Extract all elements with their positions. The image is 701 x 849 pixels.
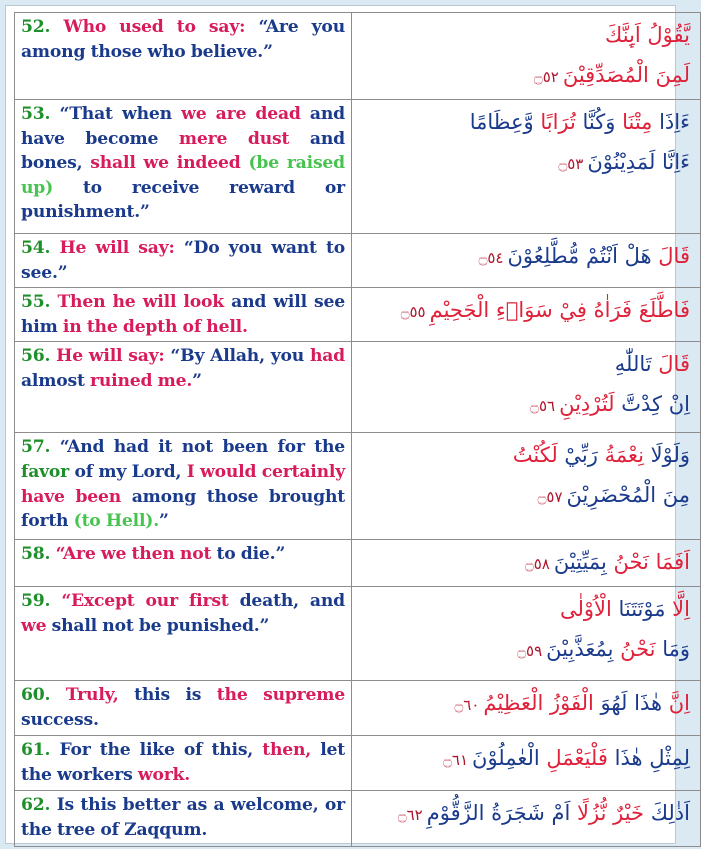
translation-segment: He will say:	[50, 346, 165, 367]
translation-segment: I would certainly have been	[21, 461, 345, 507]
translation-segment: then,	[262, 740, 312, 761]
verse-translation	[15, 540, 352, 587]
arabic-segment: الْاُوْلٰى	[559, 597, 612, 622]
translation-segment: this is	[118, 685, 217, 706]
translation-segment: “Are we	[50, 544, 132, 565]
translation-segment: Who used to say:	[50, 17, 259, 37]
arabic-line	[360, 793, 690, 835]
verse-arabic	[352, 540, 701, 587]
verse-row	[15, 433, 701, 540]
translation-segment: we are dead	[181, 104, 301, 124]
arabic-segment: اِلَّا	[665, 597, 690, 622]
verse-translation	[15, 234, 352, 288]
verse-row	[15, 342, 701, 433]
verse-number: 53.	[21, 104, 51, 124]
verse-arabic	[352, 791, 701, 847]
translation-segment: had	[309, 346, 346, 367]
arabic-segment: تَاللّٰهِ	[614, 352, 659, 377]
arabic-segment: اِنَّ	[668, 691, 690, 716]
translation-segment: “By Allah, you	[164, 346, 310, 367]
verse-end-marker: ۝٥٢	[533, 68, 559, 86]
verse-translation	[15, 100, 352, 234]
verse-translation	[15, 791, 352, 847]
verse-row	[15, 13, 701, 100]
translation-segment: “That when	[50, 104, 182, 124]
arabic-segment: الْفَوْزُ الْعَظِيْمُ	[483, 691, 594, 716]
arabic-segment: نَحْنُ	[620, 637, 656, 662]
arabic-segment: فَاطَّلَعَ فَرَاٰهُ فِيْ سَوَاۗءِ الْجَحِيْمِ	[429, 298, 690, 323]
arabic-line	[360, 142, 690, 184]
translation-segment: and will see him	[21, 292, 345, 337]
translation-segment: favor	[21, 461, 70, 482]
verse-end-marker: ۝٦٠	[454, 696, 480, 715]
arabic-line	[360, 236, 690, 278]
arabic-segment: وَكُنَّا	[575, 110, 623, 134]
translation-segment: work.	[137, 764, 191, 785]
arabic-segment: هَلْ اَنْتُمْ مُّطَّلِعُوْنَ	[507, 244, 659, 268]
arabic-segment: بِمُعَذَّبِيْنَ	[546, 637, 621, 662]
arabic-segment: رَبِّيْ	[557, 443, 605, 468]
verse-arabic	[352, 342, 701, 433]
translation-segment: For the like of this,	[50, 740, 263, 761]
translation-segment: of my Lord,	[69, 461, 187, 482]
verse-number: 60.	[21, 685, 51, 706]
translation-segment: ”	[159, 511, 169, 532]
translation-segment: ”	[192, 370, 202, 391]
translation-segment: Then he will look	[50, 292, 224, 313]
translation-segment: mere dust	[178, 128, 290, 149]
translation-segment: success.	[21, 709, 99, 730]
translation-segment: ruined me.	[90, 370, 193, 391]
verse-row	[15, 587, 701, 681]
arabic-line	[360, 344, 690, 384]
arabic-line	[360, 629, 690, 671]
arabic-segment: مِتْنَا	[622, 110, 653, 134]
verse-end-marker: ۝٥٥	[400, 303, 426, 322]
translation-segment: “Do you want to see.”	[21, 238, 345, 283]
translation-segment: and have become	[21, 104, 345, 149]
arabic-segment: وَّعِظَامًا	[469, 110, 541, 134]
arabic-line	[360, 475, 690, 517]
arabic-line	[360, 589, 690, 629]
verse-arabic	[352, 681, 701, 736]
translation-segment: among those brought forth	[21, 486, 345, 532]
translation-segment: to die.”	[211, 544, 286, 565]
arabic-segment: لِمِثْلِ هٰذَا	[607, 746, 690, 771]
arabic-line	[360, 435, 690, 475]
arabic-line	[360, 55, 690, 97]
translation-segment: death, and	[228, 591, 345, 612]
arabic-line	[360, 384, 690, 426]
verse-number: 57.	[21, 437, 51, 458]
verse-number: 52.	[21, 17, 51, 37]
arabic-segment: نِعْمَةُ	[604, 443, 644, 468]
verse-arabic	[352, 13, 701, 100]
arabic-segment: الْعٰمِلُوْنَ	[472, 746, 547, 771]
arabic-line	[360, 738, 690, 780]
verse-arabic	[352, 587, 701, 681]
arabic-segment: وَلَوْلَا	[643, 443, 690, 468]
translation-segment: shall we indeed	[90, 153, 241, 174]
verse-translation	[15, 13, 352, 100]
verse-end-marker: ۝٥٤	[478, 249, 504, 267]
verse-translation	[15, 587, 352, 681]
verses-table	[14, 12, 701, 847]
translation-segment: “Are you among those who believe.”	[21, 17, 345, 62]
arabic-line	[360, 683, 690, 725]
arabic-segment: قَالَ	[658, 352, 690, 377]
arabic-segment: فَلْيَعْمَلِ	[546, 746, 608, 771]
translation-segment: in the depth of hell.	[62, 316, 248, 337]
verse-row	[15, 736, 701, 791]
arabic-line	[360, 290, 690, 332]
verse-number: 56.	[21, 346, 51, 367]
translation-segment: Truly,	[50, 685, 119, 706]
arabic-segment: اَذٰلِكَ	[644, 801, 690, 826]
verse-number: 55.	[21, 292, 51, 313]
arabic-segment: هٰذَا لَهُوَ	[593, 691, 669, 716]
verse-number: 62.	[21, 795, 51, 816]
translation-segment: then not	[131, 544, 212, 565]
translation-segment: Is this better as a welcome, or the tree of Zaqqum.	[21, 795, 345, 840]
verse-end-marker: ۝٥٧	[537, 488, 563, 507]
verse-row	[15, 100, 701, 234]
arabic-line	[360, 15, 690, 55]
verse-arabic	[352, 100, 701, 234]
verse-end-marker: ۝٥٦	[530, 397, 556, 416]
arabic-segment: يَّقُوْلُ اَىِٕنَّكَ	[605, 23, 690, 47]
arabic-segment: اَفَمَا نَحْنُ	[613, 550, 690, 575]
verse-arabic	[352, 288, 701, 342]
verse-row	[15, 540, 701, 587]
translation-segment: “Except our	[50, 591, 189, 612]
arabic-segment: خَيْرٌ نُّزُلًا	[577, 801, 645, 826]
verse-row	[15, 288, 701, 342]
translation-segment: “And had it not been for the	[50, 437, 345, 458]
verse-end-marker: ۝٦٢	[397, 806, 423, 825]
arabic-segment: قَالَ	[658, 244, 690, 268]
verse-translation	[15, 342, 352, 433]
translation-segment: and bones,	[21, 128, 345, 174]
arabic-segment: مِنَ الْمُحْضَرِيْنَ	[566, 483, 690, 508]
translation-segment: first	[188, 591, 229, 612]
arabic-segment: بِمَيِّتِيْنَ	[553, 550, 614, 575]
verse-arabic	[352, 433, 701, 540]
arabic-segment: اِنْ كِدْتَّ	[614, 392, 690, 417]
translation-segment: He will say:	[50, 238, 175, 258]
page-frame	[5, 5, 690, 844]
translation-segment: shall not be punished.”	[46, 615, 270, 636]
arabic-line	[360, 542, 690, 584]
translation-segment: (be raised up)	[21, 153, 345, 198]
verse-end-marker: ۝٦١	[443, 751, 469, 770]
verse-number: 58.	[21, 544, 51, 565]
verse-number: 59.	[21, 591, 51, 612]
translation-segment: we	[21, 615, 47, 636]
arabic-segment: تُرَابًا	[540, 110, 576, 134]
verse-translation	[15, 433, 352, 540]
arabic-segment: لَكُنْتُ	[512, 443, 558, 468]
verse-end-marker: ۝٥٨	[524, 555, 550, 574]
arabic-segment: ءَاِذَا	[652, 110, 690, 134]
verse-arabic	[352, 234, 701, 288]
verse-translation	[15, 681, 352, 736]
arabic-segment: اَمْ شَجَرَةُ الزَّقُّوْمِ	[426, 801, 578, 826]
verse-end-marker: ۝٥٩	[517, 642, 543, 661]
verse-row	[15, 791, 701, 847]
verse-end-marker: ۝٥٣	[558, 155, 584, 173]
arabic-segment: لَمِنَ الْمُصَدِّقِيْنَ	[562, 63, 690, 87]
verse-number: 54.	[21, 238, 51, 258]
verse-translation	[15, 736, 352, 791]
translation-segment: let the workers	[21, 740, 345, 785]
verse-number: 61.	[21, 740, 51, 761]
arabic-segment: لَتُرْدِيْنِ	[559, 392, 615, 417]
translation-segment: (to Hell).	[73, 511, 160, 532]
translation-segment: almost	[21, 370, 91, 391]
translation-segment: to receive reward or punishment.”	[21, 177, 345, 223]
verse-row	[15, 681, 701, 736]
verse-arabic	[352, 736, 701, 791]
verse-translation	[15, 288, 352, 342]
arabic-segment: وَمَا	[655, 637, 690, 662]
arabic-segment: مَوْتَتَنَا	[611, 597, 666, 622]
arabic-segment: ءَاِنَّا لَمَدِيْنُوْنَ	[587, 150, 690, 174]
arabic-line	[360, 102, 690, 142]
translation-segment: the supreme	[216, 685, 345, 706]
verse-row	[15, 234, 701, 288]
